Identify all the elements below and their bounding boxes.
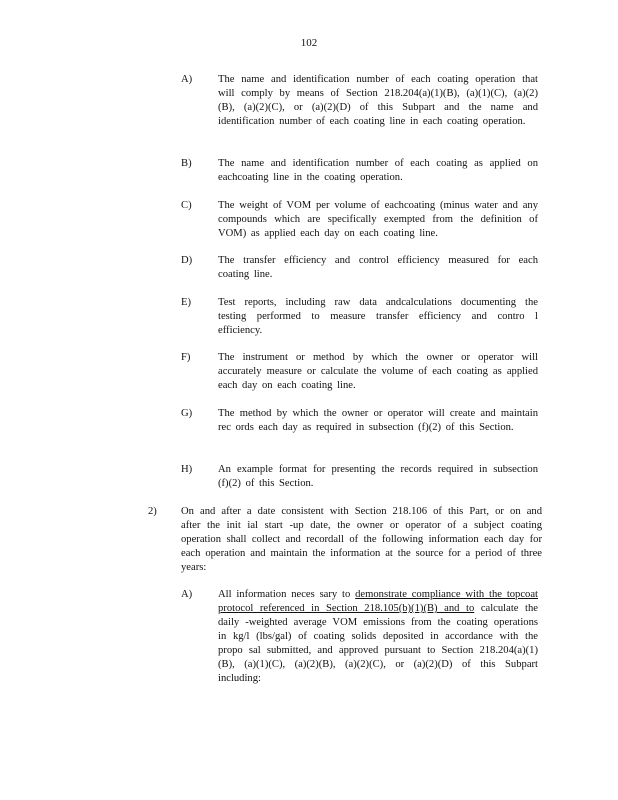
item-text: The name and identification number of each coating operation that will comply by means of Section 218.204(a)(1)(B), (a)(1)(C), (a)(2)(B), (a)(2)(C), or (a)(2)(D) of this Subpart and the name and identification number of each coating line in each coating operation. xyxy=(218,74,538,127)
item-text: On and after a date consistent with Section 218.106 of this Part, or on and after the init ial start -up date, the owner or operator of a subject coating operation shall collect and recordall of the following information each day for each operation and maintain the information at the source for a period of three years: xyxy=(181,506,542,573)
item-label: 2) xyxy=(148,506,157,517)
item-text: The name and identification number of each coating as applied on eachcoating line in the coating operation. xyxy=(218,158,538,183)
item-text-end: calculate the daily -weighted average VOM emissions from the coating operations in kg/l (lbs/gal) of coating solids deposited in accordance with the propo sal submitted, and approved pursuant to Section 218.204(a)(1)(B), (a)(1)(C), (a)(2)(B), (a)(2)(C), or (a)(2)(D) of this Subpart including: xyxy=(218,603,538,684)
item-label: F) xyxy=(181,352,191,363)
item-label: B) xyxy=(181,158,192,169)
page-number: 102 xyxy=(300,37,318,49)
item-text: An example format for presenting the records required in subsection (f)(2) of this Section. xyxy=(218,464,538,489)
item-label: G) xyxy=(181,408,193,419)
item-label: E) xyxy=(181,297,191,308)
item-text: The method by which the owner or operator will create and maintain rec ords each day as required in subsection (f)(2) of this Section. xyxy=(218,408,538,433)
item-text-start: All information neces sary to xyxy=(218,589,356,600)
underlined-text: demonstrate compliance with the topcoat protocol referenced in Section 218.105(b)(1)(B) and to xyxy=(218,589,538,614)
item-label: H) xyxy=(181,464,193,475)
item-text: Test reports, including raw data andcalculations documenting the testing performed to measure transfer efficiency and contro l efficiency. xyxy=(218,297,538,336)
item-text: The weight of VOM per volume of eachcoating (minus water and any compounds which are specifically exempted from the definition of VOM) as applied each day on each coating line. xyxy=(218,200,538,239)
item-text: The transfer efficiency and control efficiency measured for each coating line. xyxy=(218,255,538,280)
item-label: D) xyxy=(181,255,193,266)
item-text: The instrument or method by which the owner or operator will accurately measure or calculate the volume of each coating as applied each day on each coating line. xyxy=(218,352,538,391)
item-text xyxy=(218,588,538,686)
item-label: A) xyxy=(181,589,193,600)
item-label: A) xyxy=(181,74,193,85)
item-label: C) xyxy=(181,200,192,211)
